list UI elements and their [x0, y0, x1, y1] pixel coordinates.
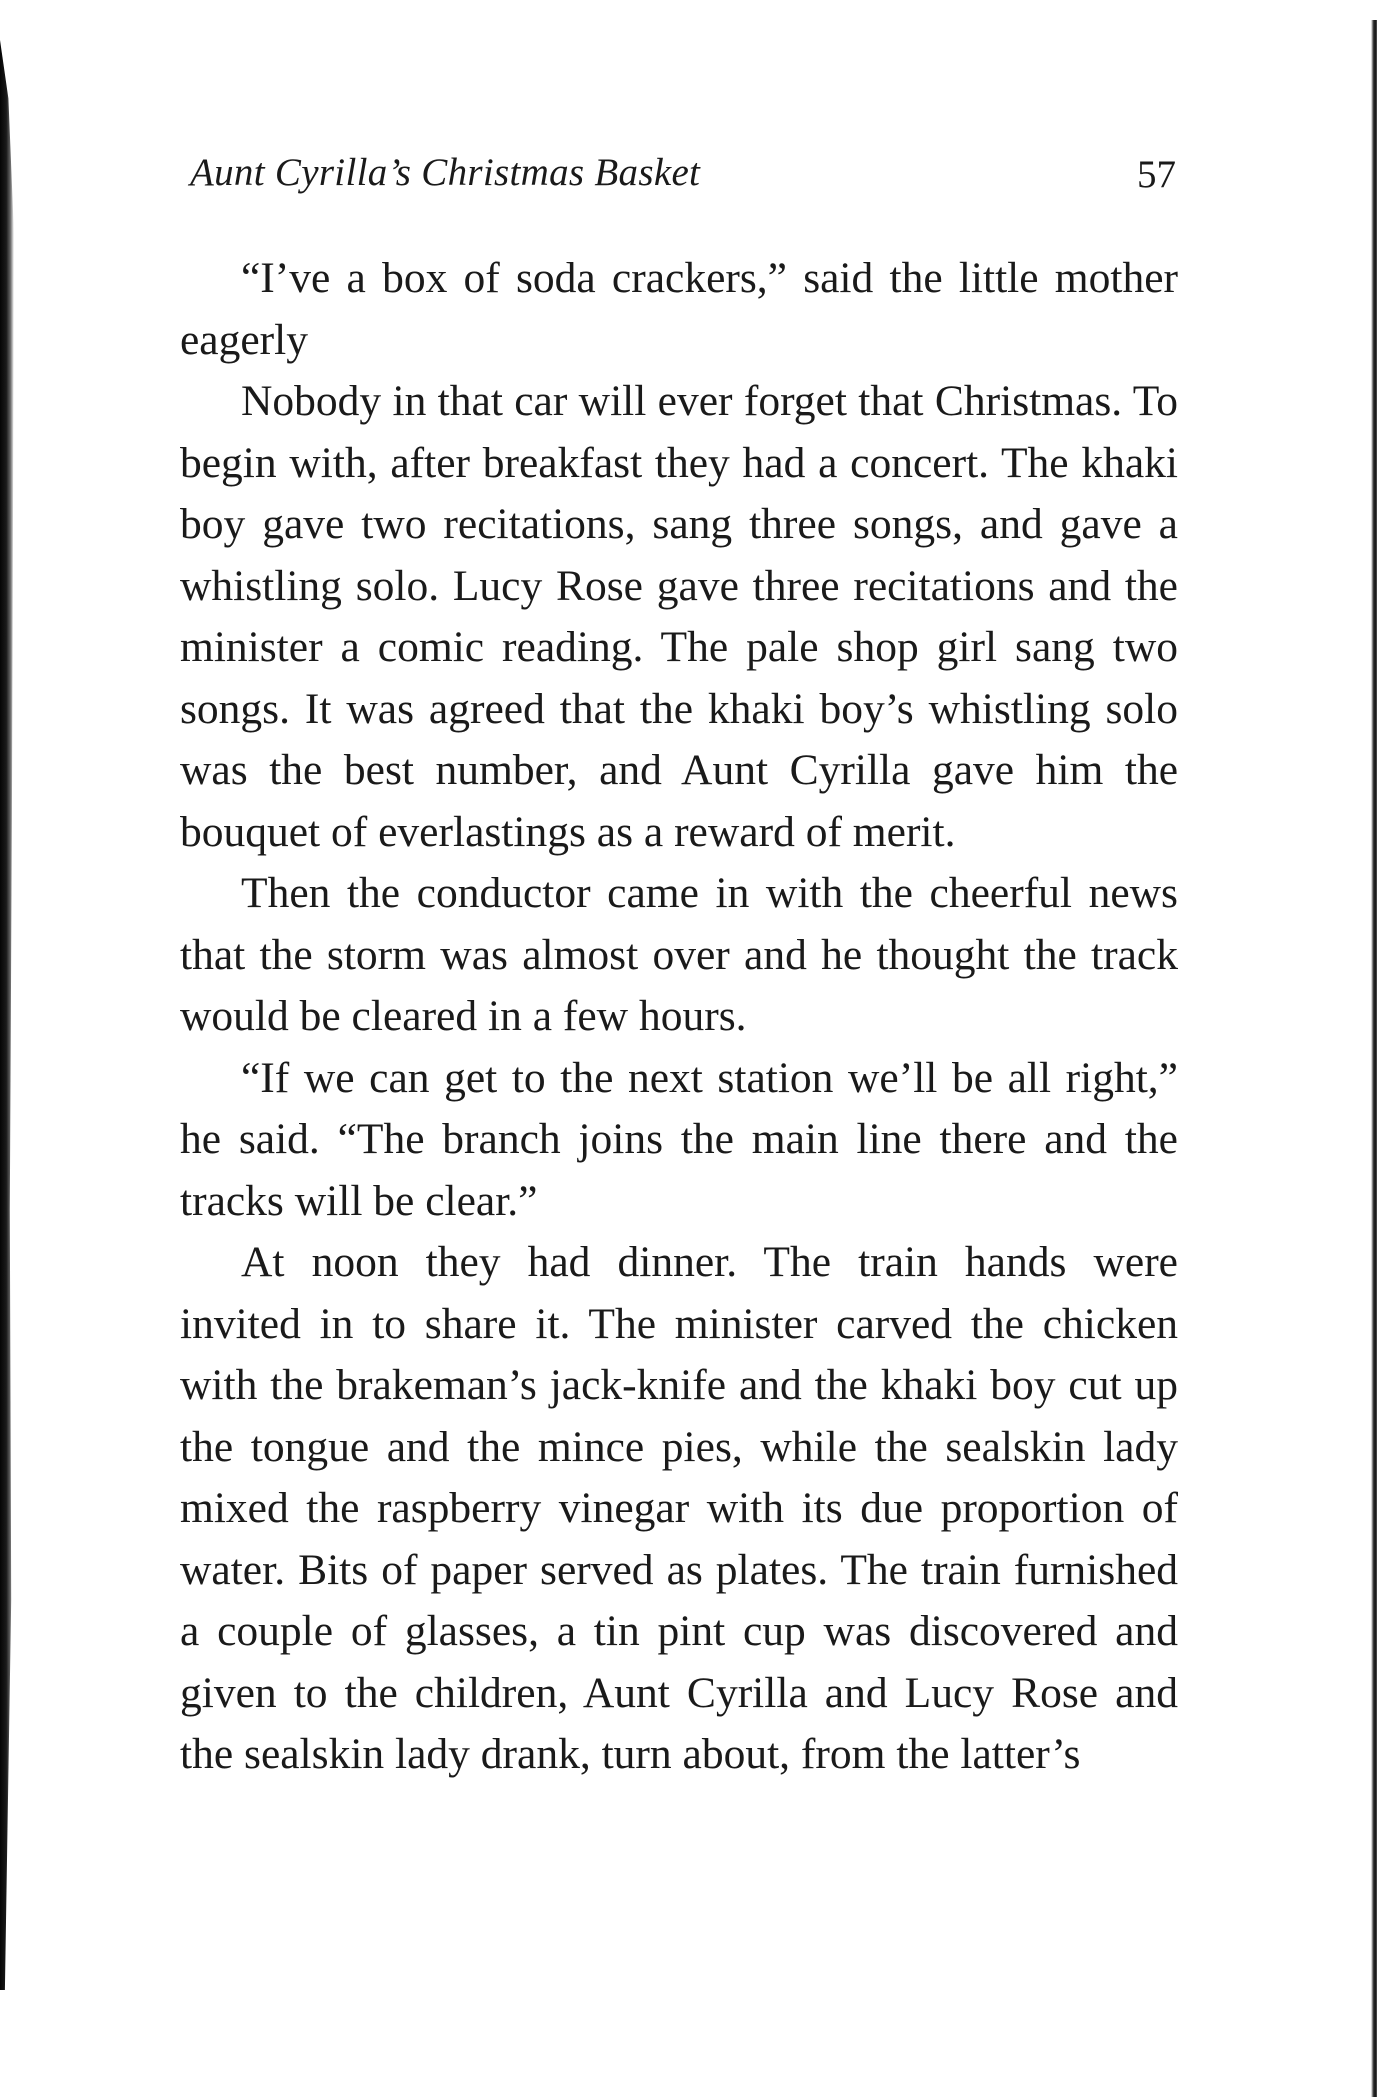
scan-page-edge	[1371, 20, 1377, 2097]
body-text	[180, 248, 1178, 1786]
page-number: 57	[1137, 153, 1176, 196]
running-head	[190, 150, 1176, 210]
paragraph: At noon they had dinner. The train hands were invited in to share it. The minister carved the chicken with the brakeman’s jack-knife and the khaki boy cut up the tongue and the mince pies, while the sealskin lady mixed the raspberry vinegar with its due proportion of water. Bits of paper served as plates. The train furnished a couple of glasses, a tin pint cup was discovered and given to the children, Aunt Cyrilla and Lucy Rose and the sealskin lady drank, turn about, from the latter’s	[180, 1238, 1178, 1778]
paragraph: “I’ve a box of soda crackers,” said the little mother eagerly	[180, 254, 1178, 364]
paragraph: Then the conductor came in with the cheerful news that the storm was almost over and he thought the track would be cleared in a few hours.	[180, 869, 1178, 1040]
running-title: Aunt Cyrilla’s Christmas Basket	[190, 151, 701, 194]
scan-gutter-shadow	[0, 40, 14, 1990]
paragraph: “If we can get to the next station we’ll be all right,” he said. “The branch joins the main line there and the tracks will be clear.”	[180, 1053, 1178, 1225]
paragraph: Nobody in that car will ever forget that Christmas. To begin with, after breakfast they had a concert. The khaki boy gave two recitations, sang three songs, and gave a whistling solo. Lucy Rose gave three recitations and the minister a comic reading. The pale shop girl sang two songs. It was agreed that the khaki boy’s whistling solo was the best number, and Aunt Cyrilla gave him the bouquet of everlastings as a reward of merit.	[180, 377, 1178, 856]
